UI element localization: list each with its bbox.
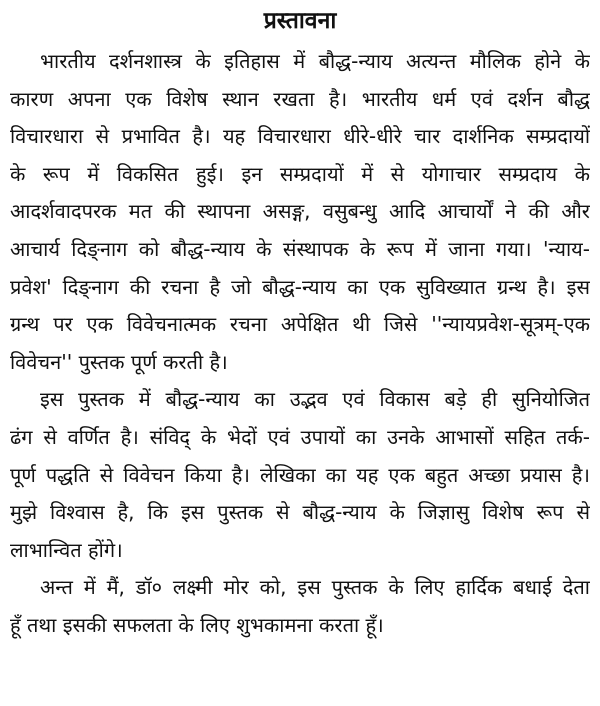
text-line: आदर्शवादपरक मत की स्थापना असङ्ग, वसुबन्धु आदि आचार्यों ने की और (10, 199, 590, 224)
text-line: मुझे विश्वास है, कि इस पुस्तक से बौद्ध-न्याय के जिज्ञासु विशेष रूप से (10, 500, 590, 525)
paragraph-1 (10, 43, 590, 381)
text-line: के रूप में विकसित हुई। इन सम्प्रदायों में से योगाचार सम्प्रदाय के (10, 161, 590, 186)
text-line: लाभान्वित होंगे। (10, 537, 123, 562)
page-title: प्रस्तावना (263, 8, 337, 34)
text-line: पूर्ण पद्धति से विवेचन किया है। लेखिका का यह एक बहुत अच्छा प्रयास है। (10, 462, 590, 487)
text-line: ग्रन्थ पर एक विवेचनात्मक रचना अपेक्षित थी जिसे ''न्यायप्रवेश-सूत्रम्-एक (10, 312, 590, 337)
paragraph-2 (10, 381, 590, 569)
paragraph-3 (10, 569, 590, 644)
text-line: कारण अपना एक विशेष स्थान रखता है। भारतीय धर्म एवं दर्शन बौद्ध (10, 86, 590, 111)
text-line: विवेचन'' पुस्तक पूर्ण करती है। (10, 349, 228, 374)
text-line: प्रवेश' दिङ्नाग की रचना है जो बौद्ध-न्याय का एक सुविख्यात ग्रन्थ है। इस (10, 274, 590, 299)
text-line: इस पुस्तक में बौद्ध-न्याय का उद्भव एवं विकास बड़े ही सुनियोजित (40, 387, 590, 412)
text-line: हूँ तथा इसकी सफलता के लिए शुभकामना करता हूँ। (10, 612, 384, 637)
document-body (10, 43, 590, 645)
text-line: अन्त में मैं, डॉ० लक्ष्मी मोर को, इस पुस्तक के लिए हार्दिक बधाई देता (40, 575, 590, 600)
text-line: ढंग से वर्णित है। संविद् के भेदों एवं उपायों का उनके आभासों सहित तर्क- (10, 424, 590, 449)
text-line: आचार्य दिङ्नाग को बौद्ध-न्याय के संस्थापक के रूप में जाना गया। 'न्याय- (10, 236, 590, 261)
text-line: भारतीय दर्शनशास्त्र के इतिहास में बौद्ध-न्याय अत्यन्त मौलिक होने के (40, 49, 590, 73)
text-line: विचारधारा से प्रभावित है। यह विचारधारा धीरे-धीरे चार दार्शनिक सम्प्रदायों (10, 124, 590, 149)
